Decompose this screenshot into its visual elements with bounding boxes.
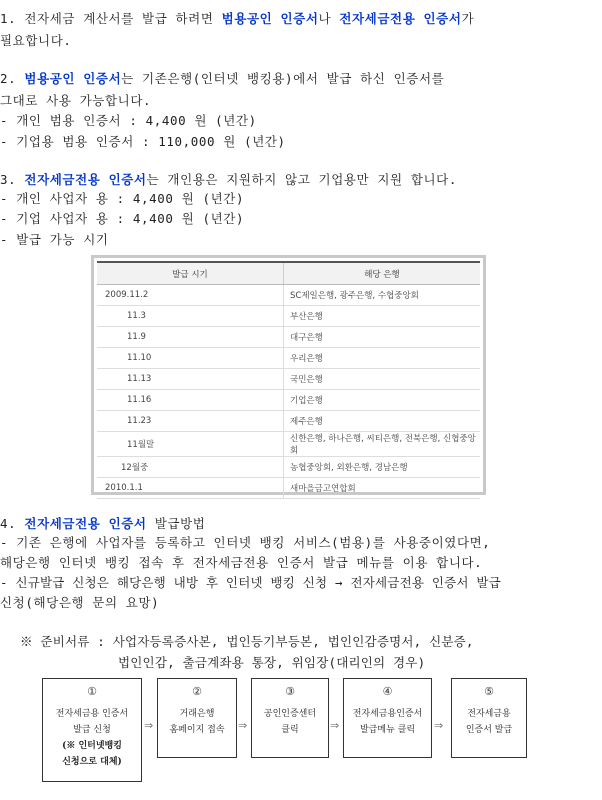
highlight-tax-cert: 전자세금전용 인증서 [24,516,147,531]
row-banks: 기업은행 [284,390,481,411]
issue-schedule-table-inner [97,261,480,494]
step-1-text-4: 신청으로 대체) [62,757,122,767]
issue-schedule-table-frame [91,255,486,495]
section-2-line-2: 그대로 사용 가능합니다. [0,93,152,108]
step-1-text-3: (※ 인터넷뱅킹 [62,741,122,751]
step-4-text-1: 전자세금용인증서 [352,709,423,719]
step-5-number: ⑤ [484,685,494,698]
arrow-icon: ⇒ [330,719,340,732]
row-banks: 국민은행 [284,369,481,390]
step-2-box [157,678,237,758]
issue-schedule-table [97,263,480,499]
section-4-line-1 [0,516,205,532]
text: 는 개인용은 지원하지 않고 기업용만 지원 합니다. [146,172,457,187]
section-1-line-2: 필요합니다. [0,33,72,48]
row-date: 11월말 [97,432,284,457]
step-1-text-2: 발급 신청 [73,725,111,735]
row-date: 11.9 [97,327,284,348]
row-banks: 제주은행 [284,411,481,432]
text: 나 [318,11,340,26]
text: 3. [0,172,25,187]
step-1-box [42,678,142,782]
text: 발급방법 [146,516,206,531]
step-1-number: ① [87,685,97,698]
row-date: 11.3 [97,306,284,327]
highlight-tax-cert: 전자세금전용 인증서 [24,172,147,187]
row-banks: 대구은행 [284,327,481,348]
row-date: 11.10 [97,348,284,369]
section-4-line-4: - 신규발급 신청은 해당은행 내방 후 인터넷 뱅킹 신청 → 전자세금전용 인증서 발급 [0,575,501,590]
row-date: 11.13 [97,369,284,390]
row-banks: 부산은행 [284,306,481,327]
step-3-text-1: 공인인증센터 [263,709,317,719]
step-2-text-1: 거래은행 [179,709,215,719]
table-row [97,369,480,390]
section-3-line-4: - 발급 가능 시기 [0,232,109,247]
section-1-line-1 [0,11,474,27]
row-banks: 새마을금고연합회 [284,478,481,499]
step-3-box [251,678,329,758]
step-4-box [343,678,432,758]
arrow-icon: ⇒ [144,719,154,732]
text: 2. [0,71,25,86]
step-5-text-1: 전자세금용 [467,709,511,719]
table-row [97,348,480,369]
section-2-line-3: - 개인 범용 인증서 : 4,400 원 (년간) [0,113,257,128]
header-issue-date: 발급 시기 [97,263,284,285]
table-row [97,306,480,327]
row-date: 12월중 [97,457,284,478]
section-2-line-4: - 기업용 범용 인증서 : 110,000 원 (년간) [0,134,286,149]
row-banks: SC제일은행, 광주은행, 수협중앙회 [284,285,481,306]
row-date: 11.16 [97,390,284,411]
step-5-text-2: 인증서 발급 [465,725,513,735]
text: 가 [461,11,475,26]
table-row [97,478,480,499]
arrow-icon: ⇒ [434,719,444,732]
table-header-row [97,263,480,285]
step-5-box [451,678,527,758]
step-2-number: ② [192,685,202,698]
section-4-line-3: 해당은행 인터넷 뱅킹 접속 후 전자세금전용 인증서 발급 메뉴를 이용 합니다. [0,555,483,570]
section-3-line-1 [0,172,457,188]
text: 4. [0,516,25,531]
row-banks: 우리은행 [284,348,481,369]
text: 는 기존은행(인터넷 뱅킹용)에서 발급 하신 인증서를 [121,71,445,86]
step-3-number: ③ [285,685,295,698]
step-1-text-1: 전자세금용 인증서 [55,709,129,719]
row-banks: 신한은행, 하나은행, 씨티은행, 전북은행, 신협중앙회 [284,432,481,457]
row-date: 2009.11.2 [97,285,284,306]
section-2-line-1 [0,71,444,87]
step-4-number: ④ [382,685,393,698]
section-3-line-2: - 개인 사업자 용 : 4,400 원 (년간) [0,191,245,206]
arrow-icon: ⇒ [238,719,248,732]
header-bank: 해당 은행 [284,263,481,285]
table-row [97,285,480,306]
step-2-text-2: 홈페이지 접속 [169,725,225,735]
row-banks: 농협중앙회, 외환은행, 경남은행 [284,457,481,478]
table-row [97,327,480,348]
row-date: 2010.1.1 [97,478,284,499]
table-row [97,457,480,478]
section-3-line-3: - 기업 사업자 용 : 4,400 원 (년간) [0,211,245,226]
table-row [97,390,480,411]
step-3-text-2: 클릭 [281,725,299,735]
text: 1. 전자세금 계산서를 발급 하려면 [0,11,222,26]
section-4-line-2: - 기존 은행에 사업자를 등록하고 인터넷 뱅킹 서비스(범용)를 사용중이였다면, [0,535,491,550]
table-row [97,411,480,432]
row-date: 11.23 [97,411,284,432]
section-4-line-5: 신청(해당은행 문의 요망) [0,595,160,610]
table-row [97,432,480,457]
prep-docs-line-1: ※ 준비서류 : 사업자등록증사본, 법인등기부등본, 법인인감증명서, 신분증, [20,634,474,649]
step-4-text-2: 발급메뉴 클릭 [359,725,416,735]
highlight-tax-cert: 전자세금전용 인증서 [339,11,462,26]
highlight-general-cert: 범용공인 인증서 [24,71,122,86]
prep-docs-line-2: 법인인감, 출금계좌용 통장, 위임장(대리인의 경우) [118,655,426,670]
highlight-general-cert: 범용공인 인증서 [221,11,319,26]
